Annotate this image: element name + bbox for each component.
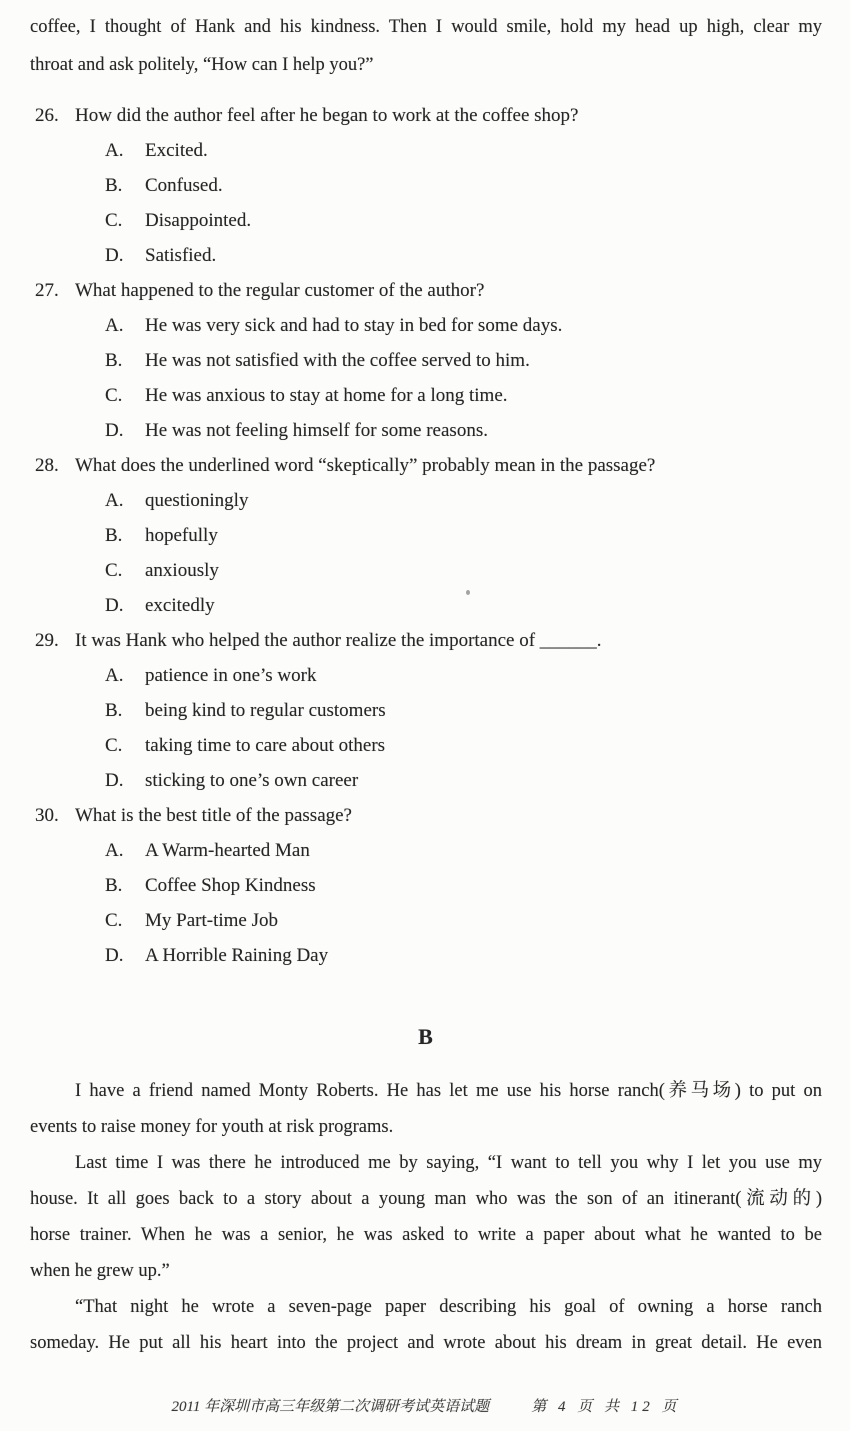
option [30,238,822,273]
option-text: taking time to care about others [145,735,386,756]
text-line: when he grew up.” [30,1261,170,1281]
option-text: anxiously [145,560,219,581]
option-text: hopefully [145,525,218,546]
text-line: coffee, I thought of Hank and his kindness. Then I would smile, hold my head up high, clear my [30,17,822,37]
option-letter: C. [105,735,123,756]
option [30,308,822,343]
option-text: Excited. [145,140,208,161]
option-list [30,483,822,623]
question-list [30,98,822,973]
option-letter: D. [105,245,124,266]
option [30,203,822,238]
question [30,448,822,623]
option-text: He was anxious to stay at home for a long time. [145,385,508,406]
option-text: being kind to regular customers [145,700,386,721]
text-line: house. It all goes back to a story about a young man who was the son of an itinerant(流动的) [30,1189,822,1209]
option-text: My Part-time Job [145,910,278,931]
option [30,168,822,203]
option-letter: A. [105,665,124,686]
option [30,588,822,623]
question-text: How did the author feel after he began to work at the coffee shop? [75,105,579,126]
option-text: patience in one’s work [145,665,317,686]
question-row [30,98,822,133]
question [30,798,822,973]
option [30,658,822,693]
option-letter: C. [105,560,123,581]
footer-page-info: 第 4 页 共 12 页 [531,1399,681,1415]
question-text: What is the best title of the passage? [75,805,352,826]
text-line: I have a friend named Monty Roberts. He has let me use his horse ranch(养马场) to put on [75,1081,822,1101]
passage-continuation [30,8,822,84]
option [30,483,822,518]
question-text: What happened to the regular customer of the author? [75,280,485,301]
question-row [30,798,822,833]
option-letter: B. [105,350,123,371]
question [30,98,822,273]
option [30,553,822,588]
text-line: events to raise money for youth at risk programs. [30,1117,394,1137]
passage-paragraph [30,1073,822,1145]
page-footer [30,1395,822,1416]
footer-title: 2011 年深圳市高三年级第二次调研考试英语试题 [171,1399,490,1415]
question-number: 29. [35,630,59,651]
section-heading: B [418,1024,434,1049]
passage-paragraph [30,1145,822,1289]
option-text: questioningly [145,490,249,511]
option-text: Coffee Shop Kindness [145,875,316,896]
question-number: 28. [35,455,59,476]
option [30,693,822,728]
option-letter: A. [105,315,124,336]
option-text: A Horrible Raining Day [145,945,329,966]
question-text: What does the underlined word “skeptically” probably mean in the passage? [75,455,656,476]
passage-body [30,1073,822,1361]
option-letter: B. [105,525,123,546]
option-letter: A. [105,490,124,511]
option-text: Confused. [145,175,223,196]
question-row [30,273,822,308]
option-list [30,133,822,273]
passage-paragraph [30,1289,822,1361]
option-text: A Warm-hearted Man [145,840,310,861]
text-line: throat and ask politely, “How can I help you?” [30,55,374,75]
question-text: It was Hank who helped the author realize the importance of ______. [75,630,602,651]
option-letter: B. [105,175,123,196]
option-letter: D. [105,945,124,966]
text-line: “That night he wrote a seven-page paper describing his goal of owning a horse ranch [75,1297,822,1317]
question-number: 30. [35,805,59,826]
option-letter: C. [105,210,123,231]
option [30,378,822,413]
page-content [30,8,822,1416]
option-letter: A. [105,140,124,161]
text-line: Last time I was there he introduced me by saying, “I want to tell you why I let you use my [75,1153,822,1173]
option-list [30,658,822,798]
option-text: Satisfied. [145,245,217,266]
question-row [30,623,822,658]
option-list [30,308,822,448]
option-list [30,833,822,973]
text-line: someday. He put all his heart into the project and wrote about his dream in great detail. He even [30,1333,822,1353]
option [30,413,822,448]
option [30,833,822,868]
text-line: horse trainer. When he was a senior, he was asked to write a paper about what he wanted to be [30,1225,822,1245]
scan-artifact [466,590,470,595]
option [30,938,822,973]
option-letter: D. [105,420,124,441]
option-text: Disappointed. [145,210,252,231]
question-number: 27. [35,280,59,301]
option-letter: D. [105,770,124,791]
option [30,133,822,168]
option-text: excitedly [145,595,215,616]
option [30,763,822,798]
option [30,903,822,938]
option-letter: C. [105,385,123,406]
question-number: 26. [35,105,59,126]
option [30,868,822,903]
option [30,728,822,763]
option [30,343,822,378]
option-letter: A. [105,840,124,861]
option-text: He was very sick and had to stay in bed for some days. [145,315,563,336]
option-letter: B. [105,700,123,721]
question-row [30,448,822,483]
option-letter: B. [105,875,123,896]
option [30,518,822,553]
option-text: He was not satisfied with the coffee served to him. [145,350,530,371]
option-text: sticking to one’s own career [145,770,359,791]
option-letter: C. [105,910,123,931]
option-letter: D. [105,595,124,616]
option-text: He was not feeling himself for some reasons. [145,420,488,441]
question [30,273,822,448]
question [30,623,822,798]
